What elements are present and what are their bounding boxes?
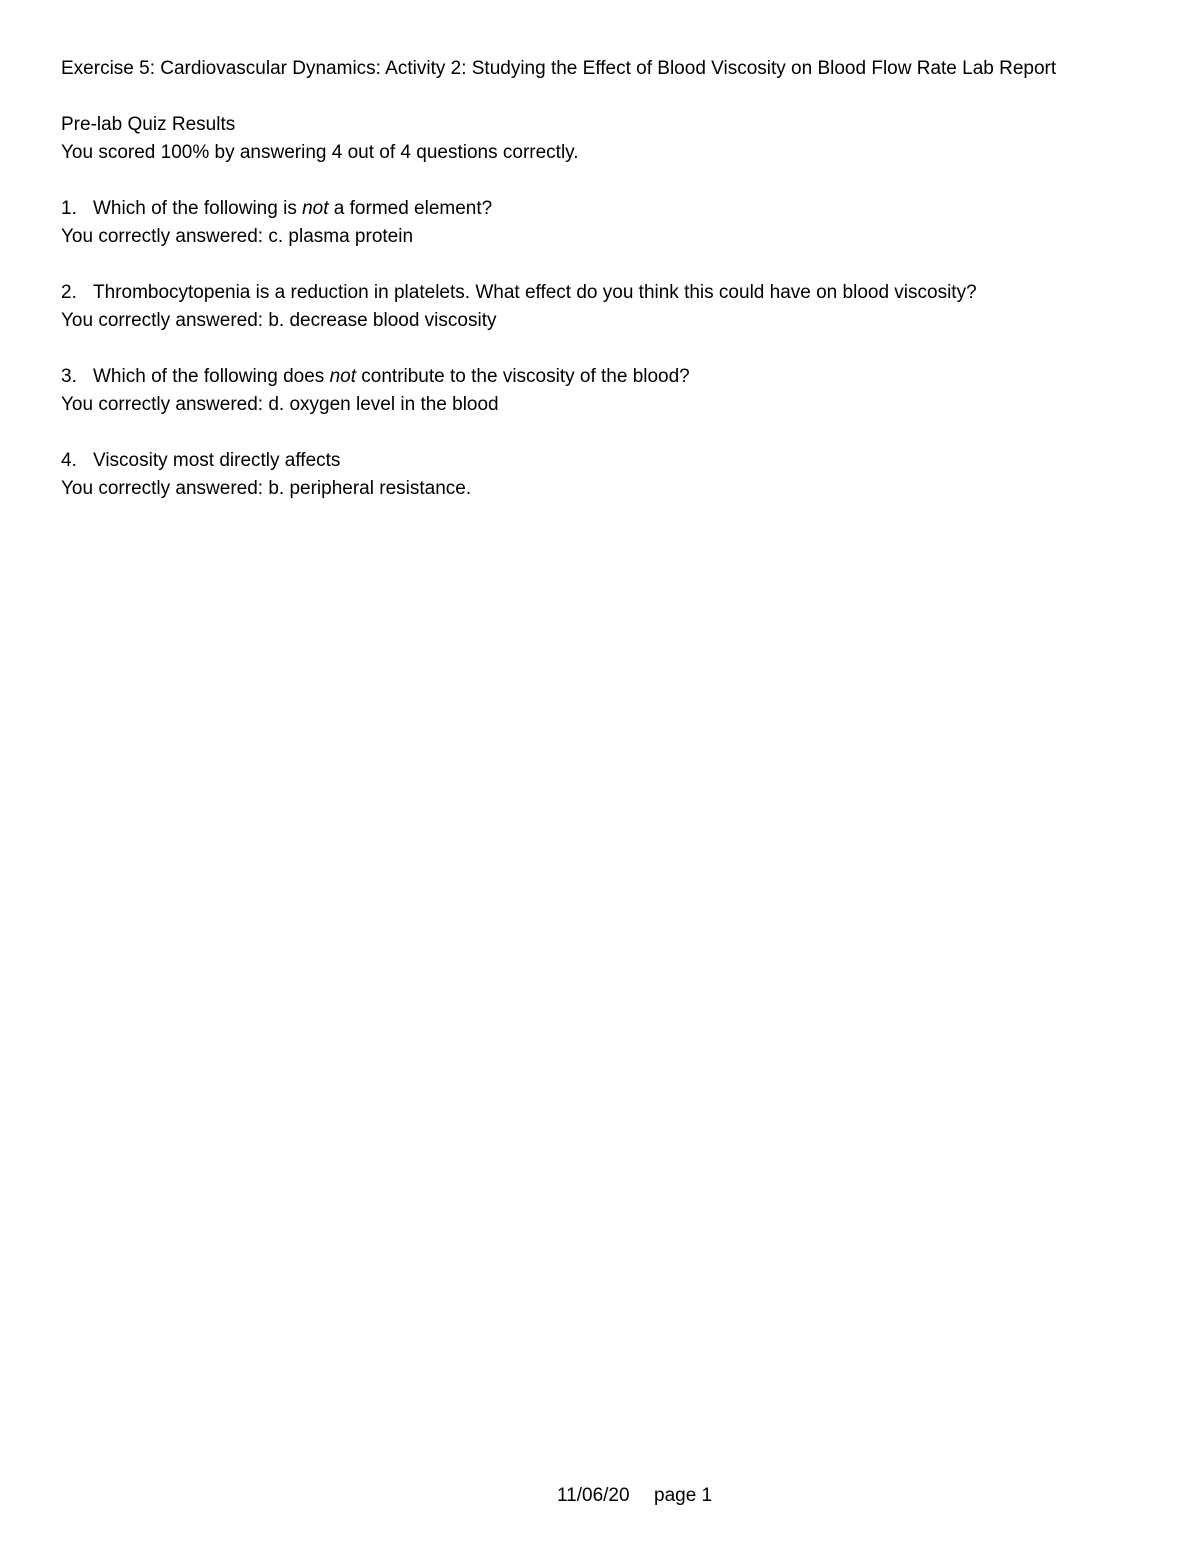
score-summary: You scored 100% by answering 4 out of 4 questions correctly.	[61, 142, 579, 163]
document-title: Exercise 5: Cardiovascular Dynamics: Activity 2: Studying the Effect of Blood Viscosity on Blood Flow Rate Lab Report	[61, 58, 1057, 79]
question-text-before: Which of the following is	[93, 198, 303, 219]
question-number: 2.	[61, 282, 77, 303]
question-answer: You correctly answered: b. peripheral resistance.	[61, 478, 472, 499]
question-item	[61, 447, 1161, 503]
question-text	[61, 447, 1161, 475]
question-item	[61, 195, 1161, 251]
section-heading: Pre-lab Quiz Results	[61, 114, 236, 135]
question-emphasis: not	[329, 366, 356, 387]
question-answer: You correctly answered: c. plasma protein	[61, 226, 414, 247]
question-text-after: a formed element?	[328, 198, 493, 219]
question-number: 1.	[61, 198, 77, 219]
question-answer: You correctly answered: d. oxygen level in the blood	[61, 394, 499, 415]
question-text-before: Viscosity most directly affects	[93, 450, 341, 471]
question-text-before: Which of the following does	[93, 366, 330, 387]
question-text-after: contribute to the viscosity of the blood?	[356, 366, 690, 387]
footer-page-number: page 1	[654, 1485, 713, 1506]
prelab-quiz-results	[61, 111, 1161, 503]
question-number: 3.	[61, 366, 77, 387]
question-text	[61, 195, 1161, 223]
question-item	[61, 279, 1161, 335]
question-text	[61, 363, 1161, 391]
question-number: 4.	[61, 450, 77, 471]
question-text	[61, 279, 1161, 307]
question-text-before: Thrombocytopenia is a reduction in platelets. What effect do you think this could have on blood viscosity?	[93, 282, 977, 303]
question-emphasis: not	[302, 198, 329, 219]
footer-date: 11/06/20	[557, 1485, 630, 1506]
question-item	[61, 363, 1161, 419]
question-answer: You correctly answered: b. decrease blood viscosity	[61, 310, 497, 331]
